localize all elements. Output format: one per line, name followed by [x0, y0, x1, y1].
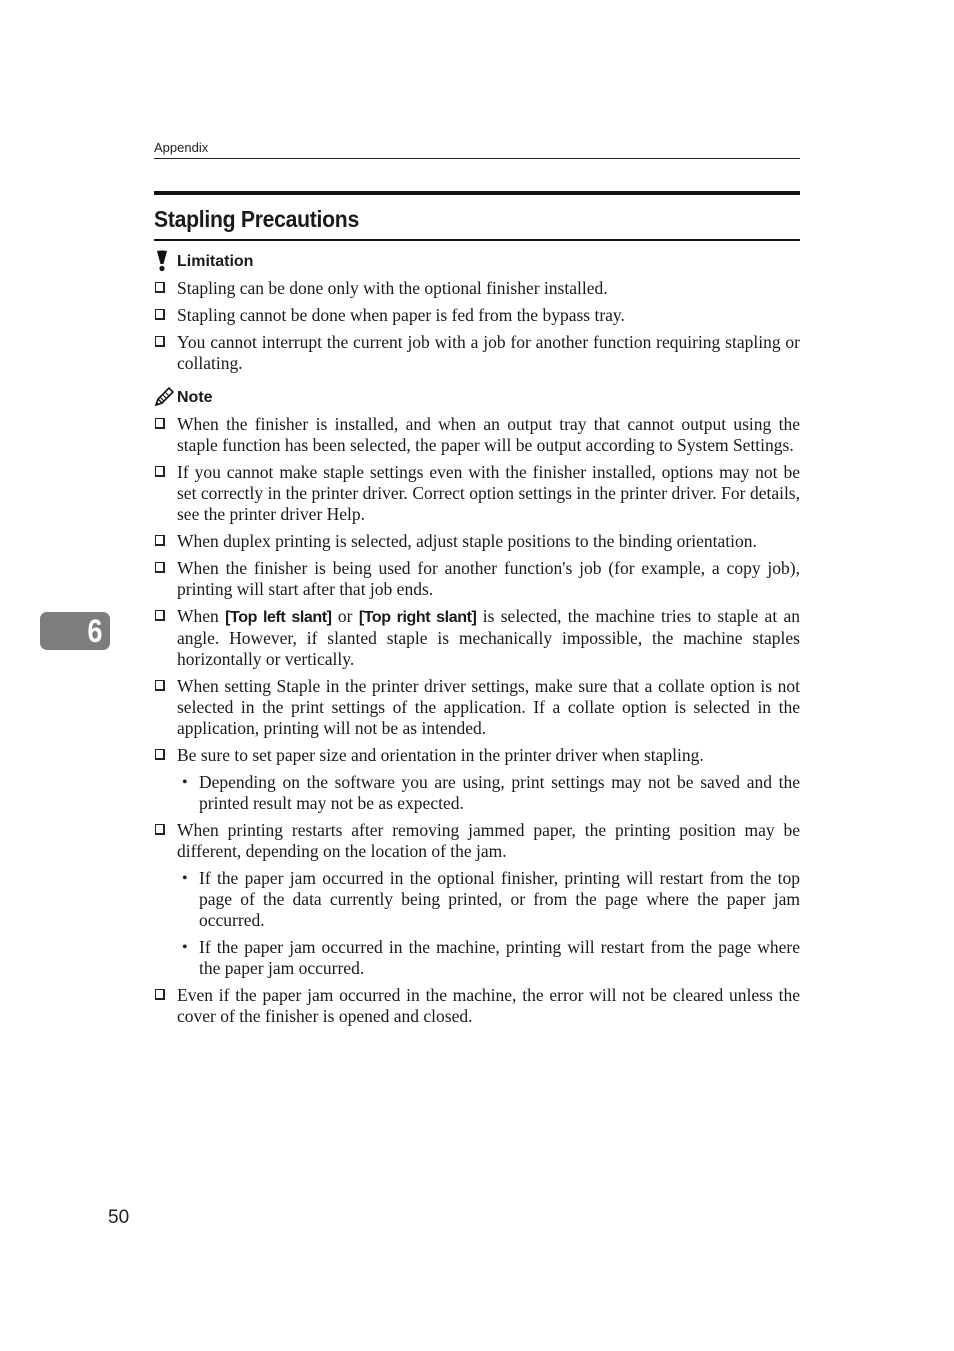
list-item: When the finisher is installed, and when an output tray that cannot output using the staple function has been selected, the paper will be output according to System Settings. [154, 414, 800, 456]
note-list [154, 414, 800, 1027]
list-item: Stapling can be done only with the optional finisher installed. [154, 278, 800, 299]
checkbox-bullet-icon [155, 535, 165, 546]
note-heading-label: Note [177, 389, 213, 406]
limitation-heading-label: Limitation [177, 253, 254, 270]
list-item: When setting Staple in the printer driver settings, make sure that a collate option is not selected in the print settings of the application. If a collate option is selected in the application, printing will not be as intended. [154, 676, 800, 739]
sub-list [177, 868, 800, 979]
checkbox-bullet-icon [155, 282, 165, 293]
page-title: Stapling Precautions [154, 206, 359, 232]
key-top-left-slant: [Top left slant] [225, 609, 332, 626]
sub-list-item: • If the paper jam occurred in the optional finisher, printing will restart from the top page of the data currently being printed, or from the page where the paper jam occurred. [182, 868, 800, 930]
note-heading [154, 386, 800, 408]
checkbox-bullet-icon [155, 749, 165, 760]
checkbox-bullet-icon [155, 418, 165, 429]
checkbox-bullet-icon [155, 680, 165, 691]
list-item: When duplex printing is selected, adjust staple positions to the binding orientation. [154, 531, 800, 552]
checkbox-bullet-icon [155, 466, 165, 477]
list-item: If you cannot make staple settings even with the finisher installed, options may not be set correctly in the printer driver. Correct option settings in the printer driver. For details, see the printer driver Help. [154, 462, 800, 525]
pencil-icon [154, 386, 174, 408]
bullet-dot-icon: • [182, 774, 188, 791]
list-item: Be sure to set paper size and orientation in the printer driver when stapling. • Depending on the software you are using, print settings may not be saved and the printed result may not be as expected. [154, 745, 800, 814]
chapter-number: 6 [87, 613, 103, 649]
list-item: When printing restarts after removing jammed paper, the printing position may be different, depending on the location of the jam. • If the paper jam occurred in the optional finisher, printing will restart from the top page of the data currently being printed, or from the page where the paper jam occurred. • If the paper jam occurred in the machine, printing will restart from the page where the paper jam occurred. [154, 820, 800, 979]
bullet-dot-icon: • [182, 870, 188, 887]
checkbox-bullet-icon [155, 610, 165, 621]
chapter-tab [40, 612, 110, 650]
bullet-dot-icon: • [182, 939, 188, 956]
checkbox-bullet-icon [155, 309, 165, 320]
note-section [154, 386, 800, 1027]
page-number: 50 [108, 1207, 130, 1228]
key-top-right-slant: [Top right slant] [358, 609, 477, 626]
list-item: Stapling cannot be done when paper is fed from the bypass tray. [154, 305, 800, 326]
running-head: Appendix [154, 139, 800, 159]
section-title-block [154, 191, 800, 241]
sub-list-item: • Depending on the software you are using, print settings may not be saved and the printed result may not be as expected. [182, 772, 800, 813]
checkbox-bullet-icon [155, 989, 165, 1000]
checkbox-bullet-icon [155, 824, 165, 835]
list-item: Even if the paper jam occurred in the machine, the error will not be cleared unless the cover of the finisher is opened and closed. [154, 985, 800, 1027]
checkbox-bullet-icon [155, 336, 165, 347]
list-item: When the finisher is being used for another function's job (for example, a copy job), printing will start after that job ends. [154, 558, 800, 600]
limitation-list [154, 278, 800, 374]
limitation-heading [154, 250, 800, 272]
limitation-section [154, 250, 800, 374]
sub-list [177, 772, 800, 814]
list-item: You cannot interrupt the current job with a job for another function requiring stapling or collating. [154, 332, 800, 374]
exclamation-icon [154, 250, 174, 272]
sub-list-item: • If the paper jam occurred in the machine, printing will restart from the page where the paper jam occurred. [182, 937, 800, 978]
list-item: When [Top left slant] or [Top right slant] is selected, the machine tries to staple at an angle. However, if slanted staple is mechanically impossible, the machine staples horizontally or vertically. [154, 606, 800, 670]
checkbox-bullet-icon [155, 562, 165, 573]
